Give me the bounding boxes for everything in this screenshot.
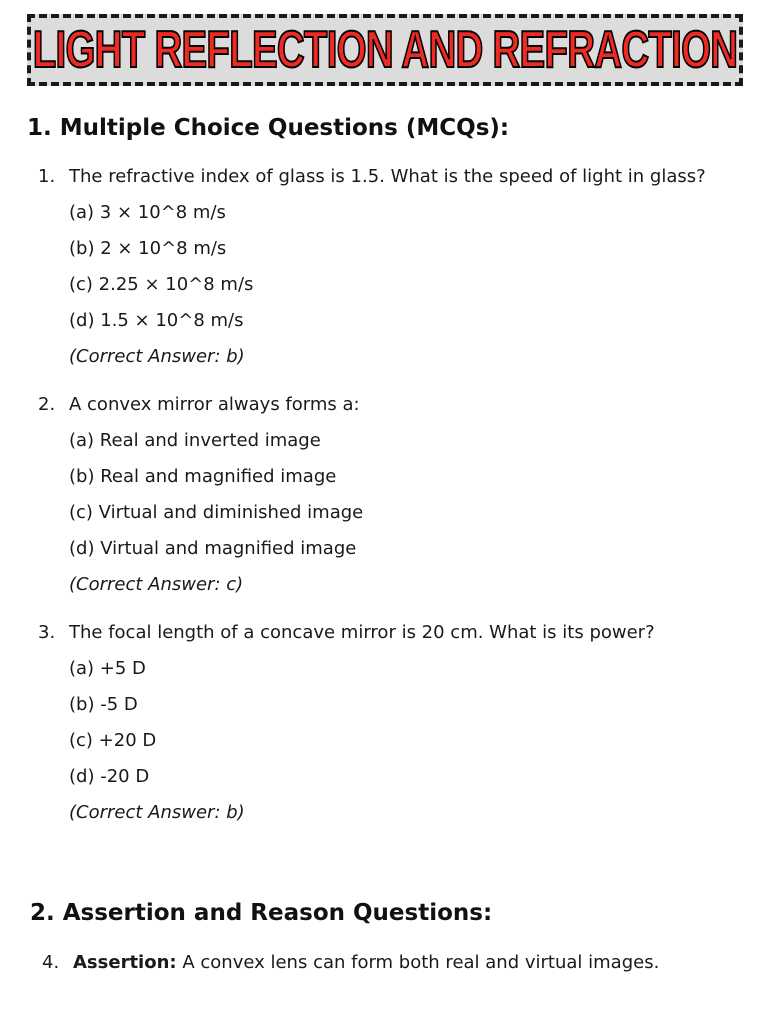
correct-answer: (Correct Answer: c) bbox=[69, 574, 244, 595]
option-a: (a) +5 D bbox=[69, 658, 146, 679]
option-b: (b) Real and magnified image bbox=[69, 466, 337, 487]
correct-answer: (Correct Answer: b) bbox=[69, 802, 245, 823]
option-c: (c) +20 D bbox=[69, 730, 157, 751]
assertion-label: Assertion: bbox=[73, 952, 177, 973]
question-number: 2. bbox=[38, 394, 56, 415]
option-d: (d) Virtual and magnified image bbox=[69, 538, 357, 559]
option-c: (c) 2.25 × 10^8 m/s bbox=[69, 274, 254, 295]
correct-answer: (Correct Answer: b) bbox=[69, 346, 245, 367]
assertion-text: A convex lens can form both real and virtual images. bbox=[182, 952, 660, 973]
title-banner bbox=[27, 14, 743, 86]
section-heading-mcqs: 1. Multiple Choice Questions (MCQs): bbox=[27, 115, 510, 141]
assertion-line bbox=[73, 951, 659, 975]
page-title: LIGHT REFLECTION AND REFRACTION bbox=[32, 21, 738, 79]
section-heading-assertion-reason: 2. Assertion and Reason Questions: bbox=[30, 900, 493, 926]
option-d: (d) 1.5 × 10^8 m/s bbox=[69, 310, 244, 331]
option-b: (b) -5 D bbox=[69, 694, 138, 715]
question-text: The refractive index of glass is 1.5. What is the speed of light in glass? bbox=[69, 166, 706, 187]
question-number: 1. bbox=[38, 166, 56, 187]
option-a: (a) 3 × 10^8 m/s bbox=[69, 202, 226, 223]
question-number: 3. bbox=[38, 622, 56, 643]
option-d: (d) -20 D bbox=[69, 766, 150, 787]
question-text: A convex mirror always forms a: bbox=[69, 394, 360, 415]
option-a: (a) Real and inverted image bbox=[69, 430, 321, 451]
question-number: 4. bbox=[42, 952, 60, 973]
option-b: (b) 2 × 10^8 m/s bbox=[69, 238, 227, 259]
option-c: (c) Virtual and diminished image bbox=[69, 502, 364, 523]
question-text: The focal length of a concave mirror is 20 cm. What is its power? bbox=[69, 622, 655, 643]
